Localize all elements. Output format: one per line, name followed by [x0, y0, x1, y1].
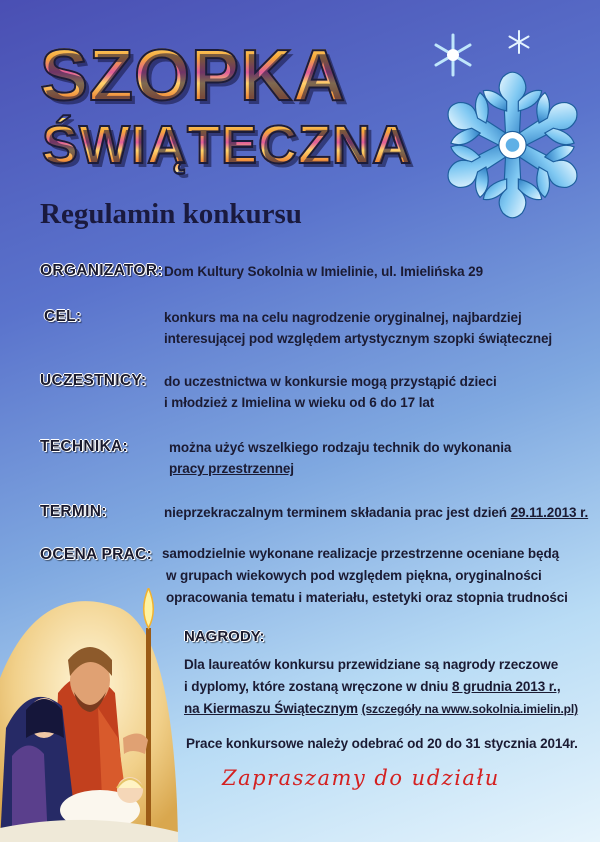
invitation-text: Zapraszamy do udziału [222, 766, 500, 790]
label-termin: TERMIN: [40, 503, 107, 520]
pickup-info: Prace konkursowe należy odebrać od 20 do 31 stycznia 2014r. [186, 736, 578, 751]
nagrody-date: 8 grudnia 2013 r., [451, 679, 561, 694]
nagrody-line-2-text: i dyplomy, które zostaną wręczone w dniu [184, 679, 449, 694]
termin-text-main: nieprzekraczalnym terminem składania prac jest dzień [164, 505, 507, 520]
label-uczestnicy: UCZESTNICY: [40, 372, 147, 389]
label-cel: CEL: [44, 308, 82, 325]
technika-line-2: pracy przestrzennej [169, 461, 294, 476]
termin-text [164, 505, 588, 520]
label-ocena: OCENA PRAC: [40, 546, 153, 563]
organizator-text: Dom Kultury Sokolnia w Imielinie, ul. Imielińska 29 [164, 264, 483, 279]
nagrody-line-3 [184, 701, 578, 716]
uczestnicy-line-1: do uczestnictwa w konkursie mogą przystąpić dzieci [164, 374, 497, 389]
uczestnicy-line-2: i młodzież z Imielina w wieku od 6 do 17 lat [164, 395, 435, 410]
nagrody-event: na Kiermaszu Świątecznym [184, 701, 358, 716]
cel-line-2: interesującej pod względem artystycznym szopki świątecznej [164, 331, 553, 346]
title-line-2: ŚWIĄTECZNA [42, 115, 412, 175]
ocena-line-1: samodzielnie wykonane realizacje przestrzenne oceniane będą [162, 546, 560, 561]
ocena-line-3: opracowania tematu i materiału, estetyki oraz stopnia trudności [166, 590, 568, 605]
nativity-illustration [0, 588, 190, 842]
snowflake-icon-tiny [505, 28, 533, 56]
subtitle: Regulamin konkursu [40, 198, 302, 230]
technika-line-1: można użyć wszelkiego rodzaju technik do wykonania [169, 440, 512, 455]
label-nagrody: NAGRODY: [184, 628, 265, 645]
nagrody-website-note: (szczegóły na www.sokolnia.imielin.pl) [361, 702, 579, 716]
label-organizator: ORGANIZATOR: [40, 262, 163, 279]
termin-date: 29.11.2013 r. [510, 505, 589, 520]
nagrody-line-1: Dla laureatów konkursu przewidziane są nagrody rzeczowe [184, 657, 559, 672]
title-line-1: SZOPKA [40, 36, 347, 116]
nagrody-line-2 [184, 679, 560, 694]
label-technika: TECHNIKA: [40, 438, 128, 455]
snowflake-icon-large [430, 60, 595, 230]
cel-line-1: konkurs ma na celu nagrodzenie oryginalnej, najbardziej [164, 310, 522, 325]
ocena-line-2: w grupach wiekowych pod względem piękna, oryginalności [166, 568, 542, 583]
